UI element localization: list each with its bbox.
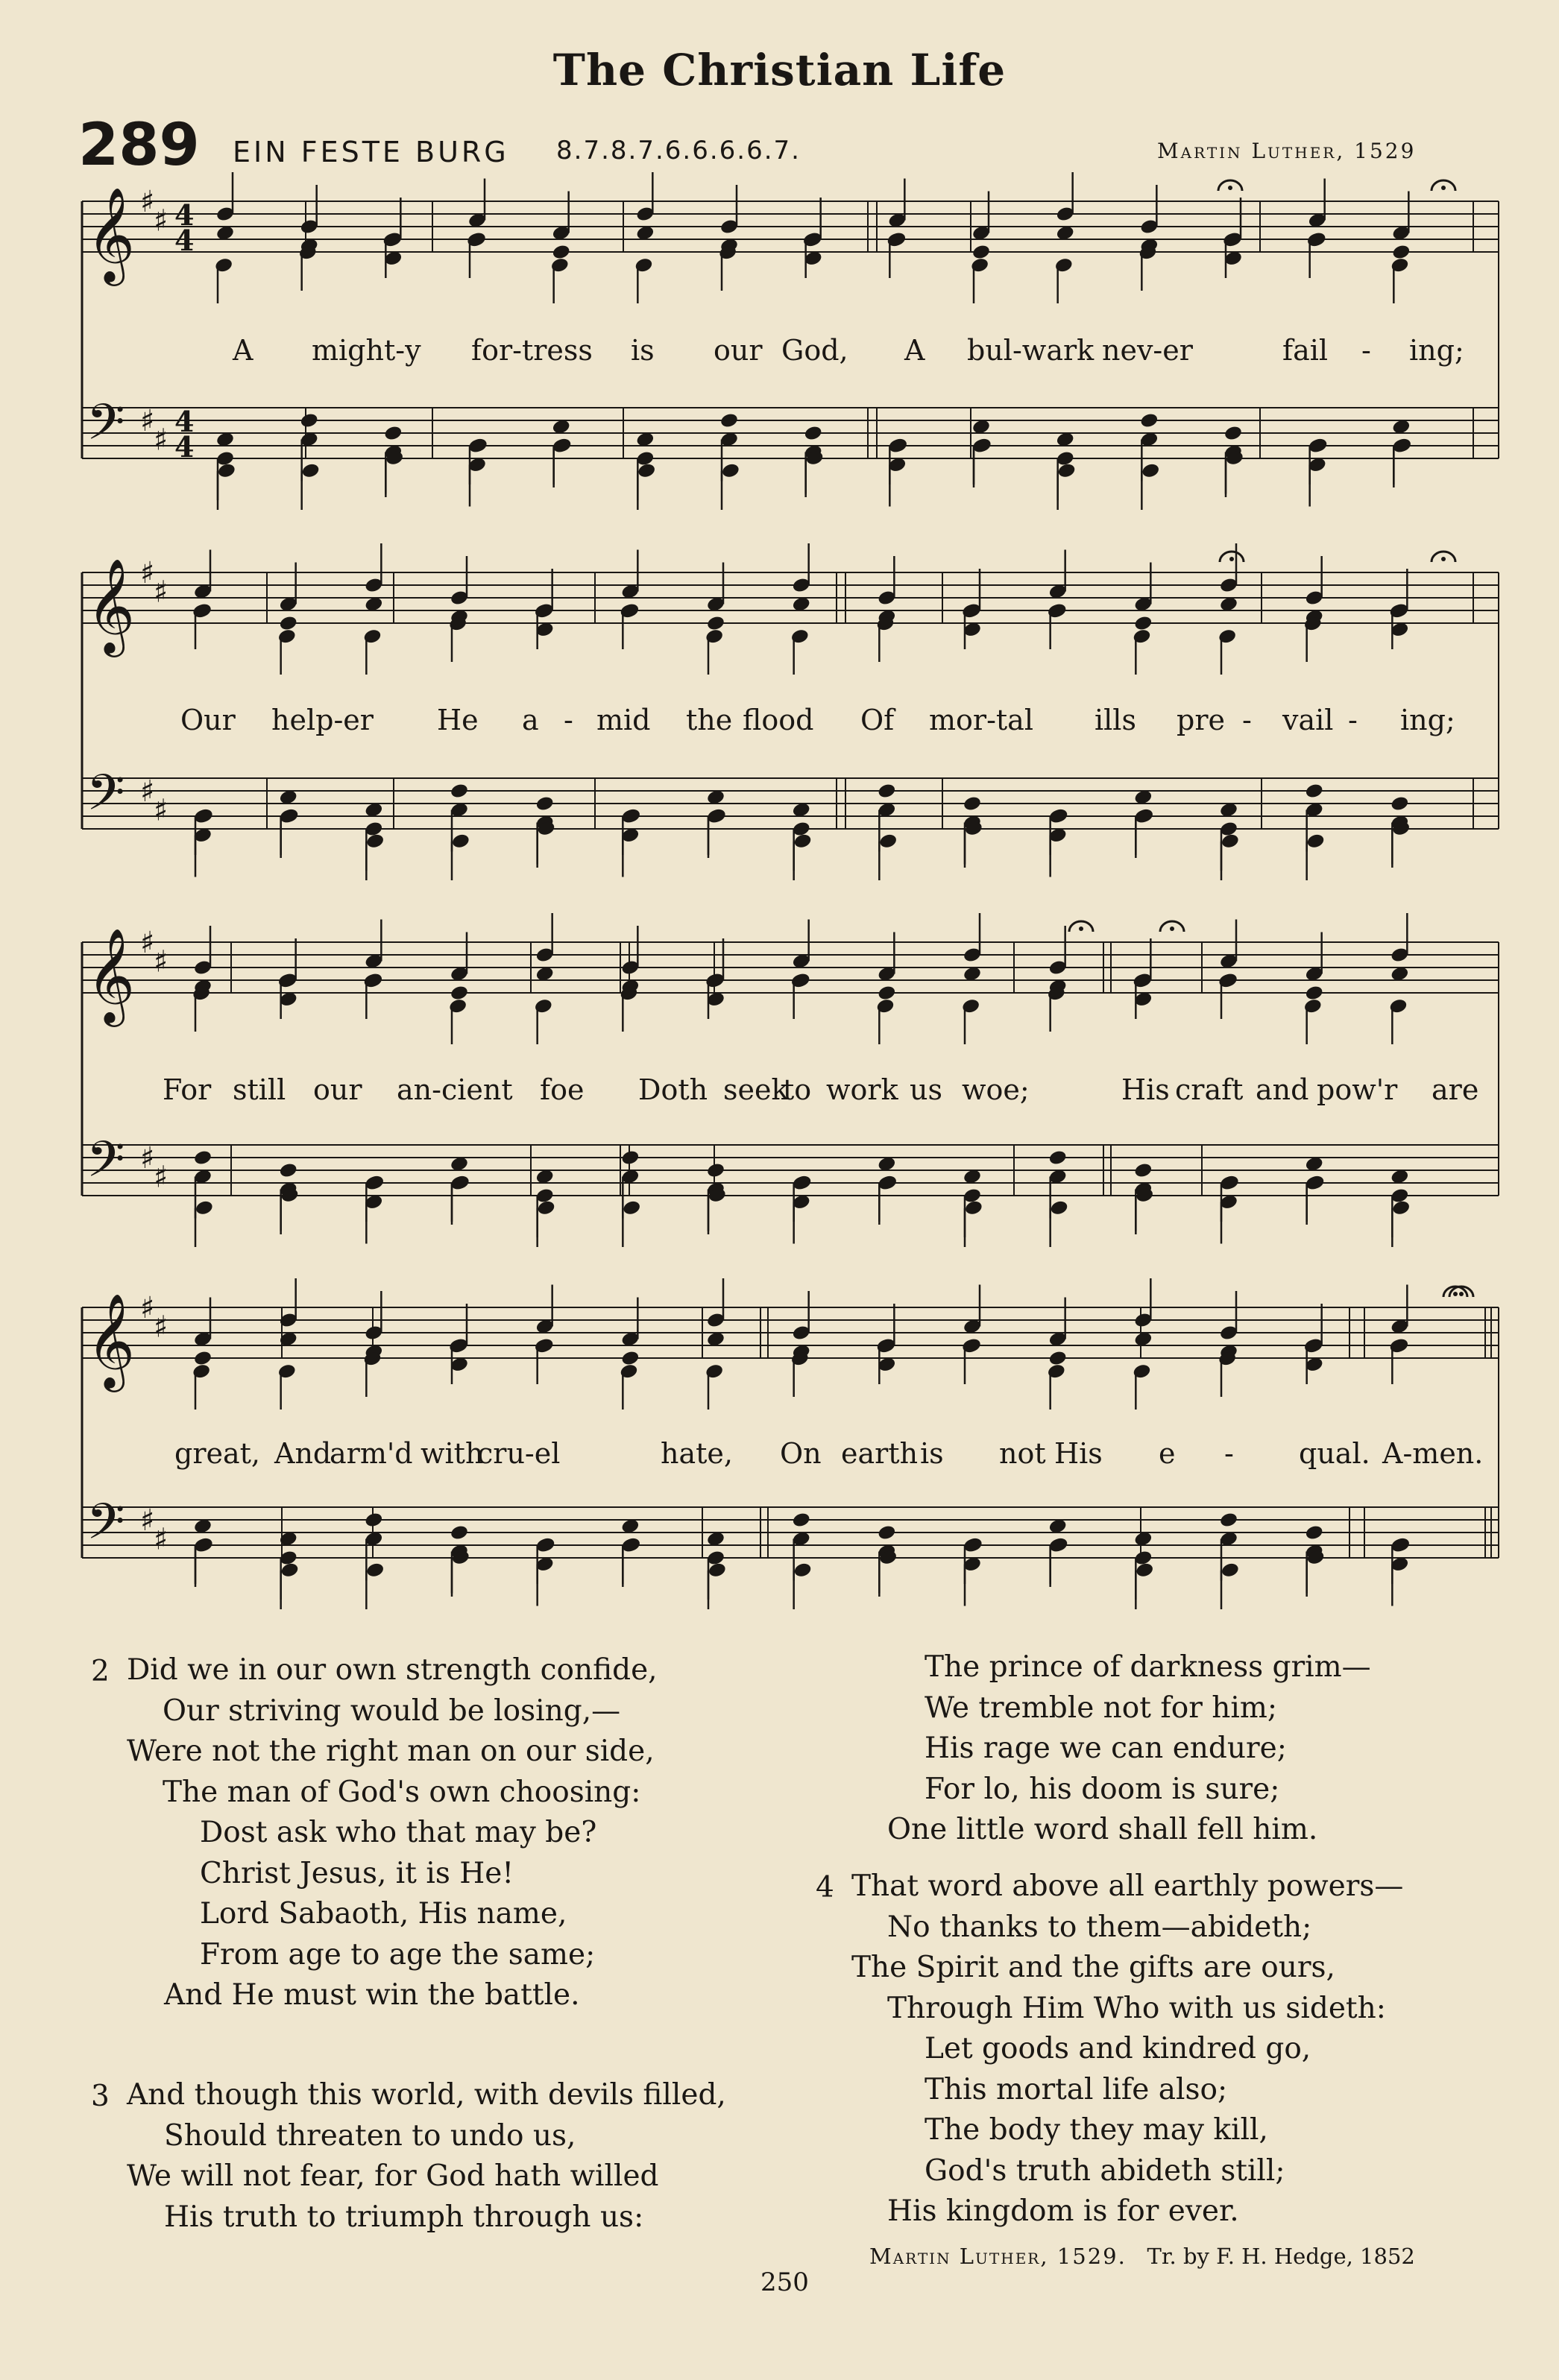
note-head [1049,807,1068,824]
note-head [620,1149,640,1167]
note-head [973,437,992,454]
note-head [877,1524,896,1541]
lyric-word: - [1348,704,1358,736]
lyric-word: an-cient [397,1073,513,1106]
note-head [637,462,656,479]
note-head [877,985,896,1002]
lyric-word: woe; [962,1073,1030,1106]
lyric-word: not [999,1437,1046,1470]
note-head [451,1174,470,1191]
note-head [1306,833,1325,850]
time-signature: 4 [174,430,195,464]
verse-line: Dost ask who that may be? [200,1816,597,1849]
note-head [889,437,908,454]
note-head [1221,1562,1240,1579]
note-head [1391,244,1411,261]
note-head [552,244,571,261]
lyric-word: earth [841,1437,919,1470]
lyric-word: work [826,1073,898,1106]
verse-line: This mortal life also; [925,2072,1228,2106]
time-signature: 4 [174,224,195,257]
lyric-word: For [163,1073,212,1106]
lyric-word: mid [596,704,651,736]
verse-3-number: 3 [91,2080,110,2113]
lyric-word: craft [1175,1073,1244,1106]
note-head [1305,783,1324,800]
key-sharp: ♯ [140,1503,155,1538]
lyric-word: A [233,334,253,367]
lyric-word: for-tress [471,334,593,367]
note-head [877,783,896,800]
fermata-dot [1459,1292,1464,1296]
time-signature: 4 [174,198,195,232]
lyric-word: with [421,1437,484,1470]
lyric-word: still [233,1073,286,1106]
note-head [1391,1199,1411,1216]
lyric-word: a [522,704,539,736]
verse-3-part-1 [127,2075,726,2238]
note-head [1135,807,1154,824]
note-head [280,807,299,824]
lyric-word: our [714,334,763,367]
note-head [878,833,898,850]
lyric-word: to [783,1073,812,1106]
verse-line: His truth to triumph through us: [164,2200,644,2234]
credit-author: Martin Luther, 1529. [869,2244,1127,2269]
tune-name: EIN FESTE BURG [233,136,509,168]
note-head [1139,412,1159,429]
treble-clef: 𝄞 [86,186,136,282]
note-head [620,1350,640,1367]
verse-line: His rage we can endure; [925,1732,1287,1765]
note-head [1223,425,1243,442]
lyric-word: And [274,1437,332,1470]
key-sharp: ♯ [140,774,155,809]
lyric-word: e [1159,1437,1176,1470]
key-sharp: ♯ [154,1522,169,1557]
key-sharp: ♯ [140,556,155,590]
lyric-word: is [920,1437,944,1470]
note-head [193,1149,212,1167]
bass-clef: 𝄢 [86,394,125,463]
note-head [964,1536,983,1553]
note-head [721,462,740,479]
lyric-word: cru-el [477,1437,561,1470]
fermata-dot [1441,557,1446,561]
note-head [878,1174,898,1191]
page-number: 250 [760,2267,809,2297]
note-head [1133,1162,1153,1179]
note-head [535,795,555,812]
verse-2-number: 2 [91,1655,110,1688]
note-head [365,833,385,850]
note-head [1305,985,1324,1002]
verse-2 [127,1650,658,2016]
lyric-word: hate, [661,1437,733,1470]
note-head [552,437,572,454]
note-head [1056,462,1076,479]
note-head [793,833,812,850]
note-head [469,437,488,454]
verse-4-number: 4 [816,1871,834,1904]
note-head [195,1536,214,1553]
fermata-dot [1079,927,1083,931]
note-head [706,1162,725,1179]
note-head [536,1199,555,1216]
note-head [1308,437,1328,454]
treble-clef: 𝄞 [86,558,136,653]
verse-line: Should threaten to undo us, [164,2118,576,2153]
note-head [963,795,982,812]
verse-line: The Spirit and the gifts are ours, [851,1951,1335,1984]
fermata-dot [1453,1292,1458,1296]
fermata-dot [1228,186,1232,190]
treble-clef: 𝄞 [86,1292,136,1388]
note-head [1221,833,1240,850]
key-sharp: ♯ [154,1160,169,1195]
key-sharp: ♯ [154,793,169,828]
key-sharp: ♯ [154,575,169,610]
note-head [708,1562,727,1579]
note-head [719,412,739,429]
key-sharp: ♯ [140,1291,155,1325]
note-head [708,807,727,824]
lyric-word: help-er [271,704,374,736]
lyric-word: pre [1177,704,1225,736]
note-head [536,1536,555,1553]
verse-line: Lord Sabaoth, His name, [200,1897,567,1931]
lyric-word: seek [723,1073,789,1106]
note-head [1219,1512,1238,1529]
verse-line: From age to age the same; [200,1937,596,1972]
lyric-word: pow'r [1317,1073,1398,1106]
fermata-dot [1229,557,1234,561]
lyric-word: He [437,704,479,736]
note-head [279,615,298,632]
note-head [451,833,470,850]
key-sharp: ♯ [154,423,169,458]
lyric-word: bul-wark [967,334,1095,367]
section-title: The Christian Life [552,45,1007,95]
lyric-word: vail [1282,704,1334,736]
key-sharp: ♯ [154,1310,169,1345]
lyric-word: flood [743,704,814,736]
lyric-word: - [1361,334,1371,367]
verse-line: No thanks to them—abideth; [887,1910,1312,1944]
note-head [1393,437,1412,454]
note-head [1306,1174,1325,1191]
lyric-word: great, [174,1437,260,1470]
note-head [1048,1149,1068,1167]
note-head [1133,615,1153,632]
key-sharp: ♯ [154,944,169,979]
verse-line: The man of God's own choosing: [163,1775,641,1809]
lyric-word: ills [1095,704,1136,736]
composer: Martin Luther, 1529 [1157,139,1417,163]
lyric-word: mor-tal [929,704,1033,736]
lyric-word: us [910,1073,942,1106]
key-sharp: ♯ [154,203,169,239]
note-head [1135,1562,1154,1579]
note-head [364,1512,383,1529]
note-head [1221,1174,1240,1191]
verse-3-part-2 [887,1647,1371,1851]
lyric-word: nev-er [1102,334,1193,367]
note-head [622,1199,641,1216]
note-head [300,412,319,429]
lyric-word: A-men. [1382,1437,1484,1470]
credit-translation: Tr. by F. H. Hedge, 1852 [1147,2244,1415,2269]
lyric-word: might-y [312,334,421,367]
note-head [1049,1536,1068,1553]
verse-line: Were not the right man on our side, [127,1735,655,1768]
lyric-word: Our [180,704,236,736]
lyric-word: - [564,704,573,736]
note-head [195,1199,214,1216]
lyric-word: His [1054,1437,1103,1470]
note-head [1305,1524,1324,1541]
note-head [706,615,725,632]
lyric-word: - [1224,1437,1234,1470]
verse-line: Our striving would be losing,— [163,1694,621,1728]
verse-line: We will not fear, for God hath willed [127,2159,659,2193]
note-head [300,462,320,479]
verse-line: God's truth abideth still; [925,2153,1285,2188]
fermata-dot [1170,927,1174,931]
note-head [365,1174,385,1191]
lyric-word: is [631,334,655,367]
lyric-word: and [1256,1073,1309,1106]
lyric-word: are [1432,1073,1479,1106]
verse-line: That word above all earthly powers— [851,1869,1404,1903]
verse-line: We tremble not for him; [925,1691,1278,1725]
key-sharp: ♯ [140,185,155,219]
note-head [450,1524,469,1541]
note-head [793,1562,812,1579]
verse-line: And though this world, with devils filled, [127,2078,726,2112]
note-head [793,1174,812,1191]
lyric-word: A [904,334,925,367]
note-head [804,425,823,442]
note-head [1049,1199,1068,1216]
treble-clef: 𝄞 [86,927,136,1023]
verse-line: Christ Jesus, it is He! [200,1856,514,1890]
bass-clef: 𝄢 [86,1493,125,1562]
fermata-dot [1441,186,1446,190]
note-head [383,425,403,442]
note-head [217,462,236,479]
lyric-word: On [780,1437,822,1470]
note-head [1141,462,1160,479]
note-head [622,807,641,824]
lyric-word: Of [860,704,895,736]
lyric-word: arm'd [330,1437,413,1470]
note-head [971,244,991,261]
note-head [1390,795,1409,812]
verse-line: The prince of darkness grim— [925,1650,1371,1684]
lyric-word: God, [781,334,848,367]
note-head [1048,1350,1068,1367]
note-head [279,1162,298,1179]
lyric-word: Doth [638,1073,708,1106]
lyric-word: our [313,1073,362,1106]
lyric-word: foe [540,1073,585,1106]
note-head [964,1199,983,1216]
verse-line: Did we in our own strength confide, [127,1653,658,1687]
verse-line: Through Him Who with us sideth: [887,1991,1386,2025]
verse-line: For lo, his doom is sure; [925,1772,1280,1806]
credit [869,2244,1415,2269]
lyric-word: - [1242,704,1252,736]
verse-line: And He must win the battle. [164,1978,580,2012]
note-head [365,1562,385,1579]
note-head [1391,1536,1411,1553]
lyric-word: ing; [1400,704,1455,736]
note-head [450,783,469,800]
note-head [622,1536,641,1553]
lyric-word: qual. [1299,1437,1370,1470]
key-sharp: ♯ [140,926,155,960]
verse-line: His kingdom is for ever. [887,2194,1239,2228]
time-signature: 4 [174,405,195,438]
verse-4 [851,1866,1403,2232]
lyric-word: His [1121,1073,1170,1106]
note-head [450,985,469,1002]
note-head [195,807,214,824]
verse-line: One little word shall fell him. [887,1813,1318,1846]
note-head [792,1512,811,1529]
hymn-number: 289 [78,112,200,179]
lyric-word: fail [1282,334,1329,367]
lyric-word: ing; [1409,334,1464,367]
meter: 8.7.8.7.6.6.6.6.7. [556,136,801,165]
verse-line: The body they may kill, [925,2113,1268,2147]
bass-clef: 𝄢 [86,764,125,833]
lyric-word: the [686,704,733,736]
note-head [193,1350,212,1367]
bass-clef: 𝄢 [86,1131,125,1200]
note-head [280,1562,299,1579]
key-sharp: ♯ [140,404,155,438]
key-sharp: ♯ [140,1141,155,1175]
verse-line: Let goods and kindred go, [925,2032,1311,2065]
